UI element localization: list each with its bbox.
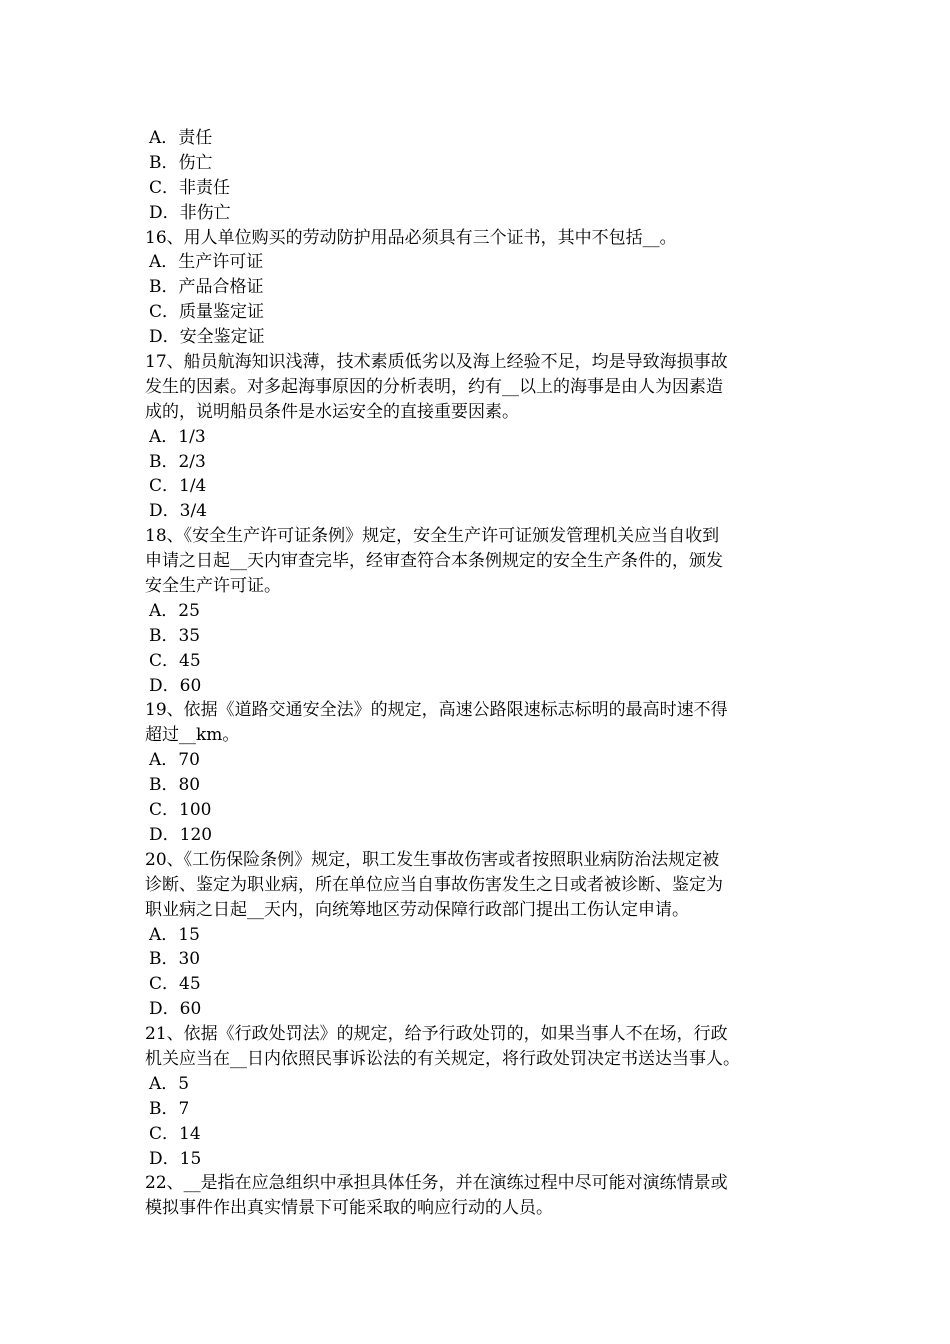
option-d: D．3/4 [149, 501, 207, 522]
question-22 [145, 1171, 810, 1221]
question-17 [145, 350, 810, 524]
option-c: C．1/4 [149, 476, 207, 497]
option-c: C．14 [149, 1123, 201, 1144]
question-16 [145, 226, 810, 350]
option-d: D．安全鉴定证 [149, 327, 265, 348]
option-a: A．1/3 [149, 426, 206, 447]
document-body [145, 126, 810, 1221]
option-b: B．产品合格证 [149, 277, 264, 298]
question-text: 18、《安全生产许可证条例》规定，安全生产许可证颁发管理机关应当自收到 [145, 526, 720, 547]
option-a: A．25 [149, 600, 200, 621]
option-c: C．45 [149, 650, 201, 671]
option-b: B．2/3 [149, 451, 206, 472]
option-a: A．生产许可证 [149, 252, 264, 273]
option-b: B．80 [149, 775, 201, 796]
question-text: 超过__km。 [145, 725, 240, 746]
option-b: B．7 [149, 1098, 190, 1119]
question-text: 17、船员航海知识浅薄，技术素质低劣以及海上经验不足，均是导致海损事故 [145, 352, 728, 373]
option-c: C．质量鉴定证 [149, 302, 265, 323]
option-a: A．责任 [149, 128, 213, 148]
question-text: 模拟事件作出真实情景下可能采取的响应行动的人员。 [145, 1198, 553, 1219]
question-text: 16、用人单位购买的劳动防护用品必须具有三个证书，其中不包括__。 [145, 227, 677, 248]
question-text: 诊断、鉴定为职业病，所在单位应当自事故伤害发生之日或者被诊断、鉴定为 [145, 874, 723, 895]
option-c: C．45 [149, 974, 201, 995]
option-d: D．60 [149, 999, 202, 1020]
question-21 [145, 1022, 810, 1171]
option-c: C．100 [149, 800, 212, 821]
question-20 [145, 848, 810, 1022]
option-d: D．非伤亡 [149, 202, 231, 223]
question-text: 机关应当在__日内依照民事诉讼法的有关规定，将行政处罚决定书送达当事人。 [145, 1048, 740, 1069]
option-b: B．伤亡 [149, 152, 213, 173]
prev-question-options [145, 126, 810, 226]
question-18 [145, 524, 810, 698]
question-text: 19、依据《道路交通安全法》的规定，高速公路限速标志标明的最高时速不得 [145, 700, 728, 721]
option-a: A．15 [149, 924, 200, 945]
question-text: 发生的因素。对多起海事原因的分析表明，约有__以上的海事是由人为因素造 [145, 376, 723, 397]
question-text: 职业病之日起__天内，向统筹地区劳动保障行政部门提出工伤认定申请。 [145, 899, 689, 920]
option-d: D．120 [149, 824, 213, 845]
question-text: 20、《工伤保险条例》规定，职工发生事故伤害或者按照职业病防治法规定被 [145, 849, 720, 870]
question-text: 申请之日起__天内审查完毕，经审查符合本条例规定的安全生产条件的，颁发 [145, 551, 723, 572]
option-d: D．15 [149, 1148, 202, 1169]
question-text: 成的，说明船员条件是水运安全的直接重要因素。 [145, 401, 519, 422]
question-19 [145, 698, 810, 847]
option-c: C．非责任 [149, 177, 231, 198]
option-a: A．5 [149, 1073, 190, 1094]
question-text: 安全生产许可证。 [145, 576, 281, 597]
option-a: A．70 [149, 750, 200, 771]
option-b: B．35 [149, 625, 201, 646]
option-d: D．60 [149, 675, 202, 696]
question-text: 21、依据《行政处罚法》的规定，给予行政处罚的，如果当事人不在场，行政 [145, 1024, 728, 1045]
option-b: B．30 [149, 949, 201, 970]
question-text: 22、__是指在应急组织中承担具体任务，并在演练过程中尽可能对演练情景或 [145, 1173, 728, 1194]
